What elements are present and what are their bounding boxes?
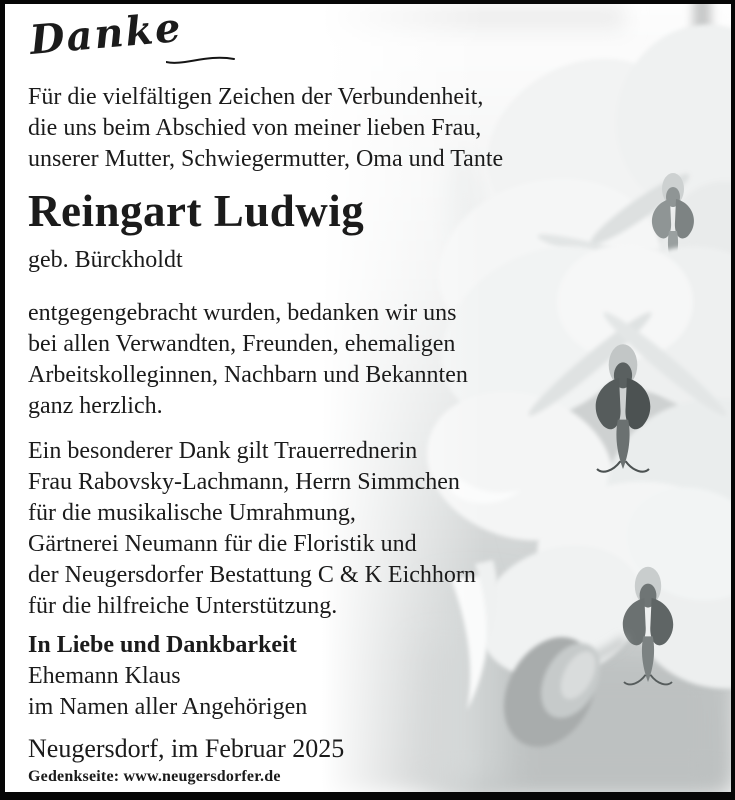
intro-paragraph bbox=[28, 82, 717, 175]
thanks-line: entgegengebracht wurden, bedanken wir uns bbox=[28, 300, 457, 326]
notice-content bbox=[5, 4, 731, 792]
thanks-script-word: Danke bbox=[27, 3, 185, 64]
on-behalf-line: im Namen aller Angehörigen bbox=[28, 694, 308, 720]
thanks-line: bei allen Verwandten, Freunden, ehemaligen bbox=[28, 331, 456, 357]
thanks-line: Arbeitskolleginnen, Nachbarn und Bekannten bbox=[28, 362, 468, 388]
deceased-name: Reingart Ludwig bbox=[28, 186, 365, 236]
place-date: Neugersdorf, im Februar 2025 bbox=[28, 734, 345, 763]
thanks-paragraph bbox=[28, 298, 717, 422]
special-thanks-line: für die hilfreiche Unterstützung. bbox=[28, 593, 338, 619]
thanks-script bbox=[27, 3, 717, 76]
special-thanks-line: Ein besonderer Dank gilt Trauerrednerin bbox=[28, 438, 418, 464]
special-thanks-line: für die musikalische Umrahmung, bbox=[28, 500, 356, 526]
intro-line: Für die vielfältigen Zeichen der Verbundenheit, bbox=[28, 84, 484, 110]
special-thanks-line: Frau Rabovsky-Lachmann, Herrn Simmchen bbox=[28, 469, 460, 495]
closing-block bbox=[28, 630, 717, 723]
mourner-name: Ehemann Klaus bbox=[28, 663, 181, 689]
memorial-site-line: Gedenkseite: www.neugersdorfer.de bbox=[28, 768, 281, 785]
script-flourish-icon bbox=[166, 52, 236, 68]
thanks-line: ganz herzlich. bbox=[28, 393, 163, 419]
special-thanks-paragraph bbox=[28, 436, 717, 622]
closing-sentiment: In Liebe und Dankbarkeit bbox=[28, 632, 297, 658]
special-thanks-line: der Neugersdorfer Bestattung C & K Eichhorn bbox=[28, 562, 476, 588]
maiden-name: geb. Bürckholdt bbox=[28, 247, 183, 273]
intro-line: unserer Mutter, Schwiegermutter, Oma und Tante bbox=[28, 146, 504, 172]
special-thanks-line: Gärtnerei Neumann für die Floristik und bbox=[28, 531, 417, 557]
intro-line: die uns beim Abschied von meiner lieben Frau, bbox=[28, 115, 482, 141]
